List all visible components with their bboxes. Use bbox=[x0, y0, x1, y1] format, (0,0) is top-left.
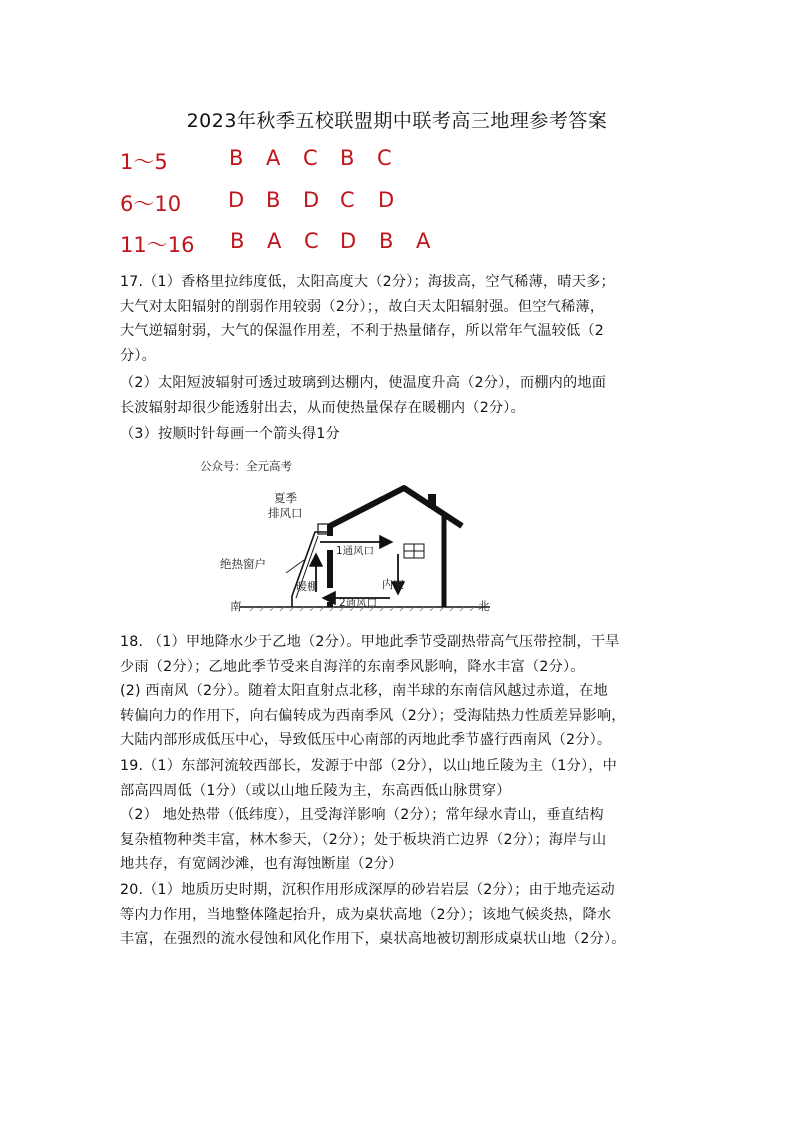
q19-line: 19.（1）东部河流较西部长，发源于中部（2分），以山地丘陵为主（1分），中 bbox=[120, 758, 618, 774]
answer-letter: D bbox=[340, 229, 357, 253]
answer-letter: A bbox=[266, 146, 281, 170]
q17-answer bbox=[120, 270, 690, 447]
answer-letter: D bbox=[303, 188, 320, 212]
q20-line: 等内力作用，当地整体隆起抬升，成为桌状高地（2分）；该地气候炎热，降水 bbox=[120, 906, 612, 923]
answer-letter: C bbox=[304, 229, 319, 253]
q18-line: 转偏向力的作用下，向右偏转成为西南季风（2分）；受海陆热力性质差异影响， bbox=[120, 707, 626, 724]
q20-line: 20.（1）地质历史时期，沉积作用形成深厚的砂岩岩层（2分）；由于地壳运动 bbox=[120, 882, 615, 898]
q20-answer bbox=[120, 878, 690, 952]
watermark-text: 公众号：全元高考 bbox=[200, 459, 292, 473]
q17-line: 大气对太阳辐射的削弱作用较弱（2分）；，故白天太阳辐射强。但空气稀薄， bbox=[120, 298, 605, 315]
answer-letter: B bbox=[230, 229, 245, 253]
answer-letter: C bbox=[377, 146, 392, 170]
q17-line: 长波辐射却很少能透射出去，从而使热量保存在暖棚内（2分）。 bbox=[120, 399, 525, 416]
label-insulated-window: 绝热窗户 bbox=[220, 557, 266, 571]
q18-line: 大陆内部形成低压中心，导致低压中心南部的丙地此季节盛行西南风（2分）。 bbox=[120, 732, 612, 748]
label-south: 南 bbox=[230, 599, 242, 613]
answer-letter: B bbox=[379, 229, 394, 253]
answer-range: 1～5 bbox=[120, 150, 168, 174]
q19-line: （2） 地处热带（低纬度），且受海洋影响（2分）；常年绿水青山，垂直结构 bbox=[120, 807, 604, 823]
q17-line: （2）太阳短波辐射可透过玻璃到达棚内，使温度升高（2分），而棚内的地面 bbox=[120, 375, 607, 391]
q17-line: 17.（1）香格里拉纬度低，太阳高度大（2分）；海拔高，空气稀薄，晴天多； bbox=[120, 274, 615, 290]
answer-letter: C bbox=[303, 146, 318, 170]
answer-letter: B bbox=[340, 146, 355, 170]
q19-answer bbox=[120, 754, 690, 877]
answer-letter: D bbox=[378, 188, 395, 212]
answer-letter: A bbox=[416, 229, 431, 253]
answer-letter: D bbox=[228, 188, 245, 212]
q18-line: 少雨（2分）；乙地此季节受来自海洋的东南季风影响，降水丰富（2分）。 bbox=[120, 658, 585, 675]
q20-line: 丰富，在强烈的流水侵蚀和风化作用下，桌状高地被切割形成桌状山地（2分）。 bbox=[120, 931, 626, 947]
q17-line: （3）按顺时针每画一个箭头得1分 bbox=[120, 426, 340, 442]
window-icon bbox=[404, 544, 424, 558]
answer-letter: B bbox=[229, 146, 244, 170]
label-exhaust: 排风口 bbox=[268, 506, 303, 520]
answer-letter: A bbox=[267, 229, 282, 253]
page-title: 2023年秋季五校联盟期中联考高三地理参考答案 bbox=[186, 110, 608, 132]
greenhouse-frame bbox=[292, 532, 330, 607]
q18-line: (2) 西南风（2分）。随着太阳直射点北移，南半球的东南信风越过赤道，在地 bbox=[120, 683, 608, 699]
q17-line: 大气逆辐射弱，大气的保温作用差，不利于热量储存，所以常年气温较低（2 bbox=[120, 323, 605, 339]
q19-line: 复杂植物种类丰富，林木参天，（2分）；处于板块消亡边界（2分）；海岸与山 bbox=[120, 831, 607, 848]
answer-range: 11～16 bbox=[120, 233, 195, 257]
label-vent1: 1通风口 bbox=[336, 545, 375, 557]
q19-line: 部高四周低（1分）（或以山地丘陵为主，东高西低山脉贯穿） bbox=[120, 782, 511, 799]
label-inner-room: 内室 bbox=[382, 578, 404, 591]
answer-letter: C bbox=[340, 188, 355, 212]
label-vent2: 2通风口 bbox=[339, 597, 378, 609]
q17-line: 分）。 bbox=[120, 347, 157, 364]
label-greenhouse: 暖棚 bbox=[296, 580, 318, 593]
answer-range: 6～10 bbox=[120, 192, 182, 216]
q19-line: 地共存，有宽阔沙滩，也有海蚀断崖（2分） bbox=[120, 856, 403, 872]
label-summer: 夏季 bbox=[274, 491, 297, 505]
q18-answer bbox=[120, 630, 690, 753]
chimney bbox=[428, 494, 436, 508]
greenhouse-diagram bbox=[200, 458, 500, 618]
label-north: 北 bbox=[478, 599, 490, 613]
answer-letter: B bbox=[266, 188, 281, 212]
q18-line: 18. （1）甲地降水少于乙地（2分）。甲地此季节受副热带高气压带控制，干旱 bbox=[120, 634, 620, 650]
